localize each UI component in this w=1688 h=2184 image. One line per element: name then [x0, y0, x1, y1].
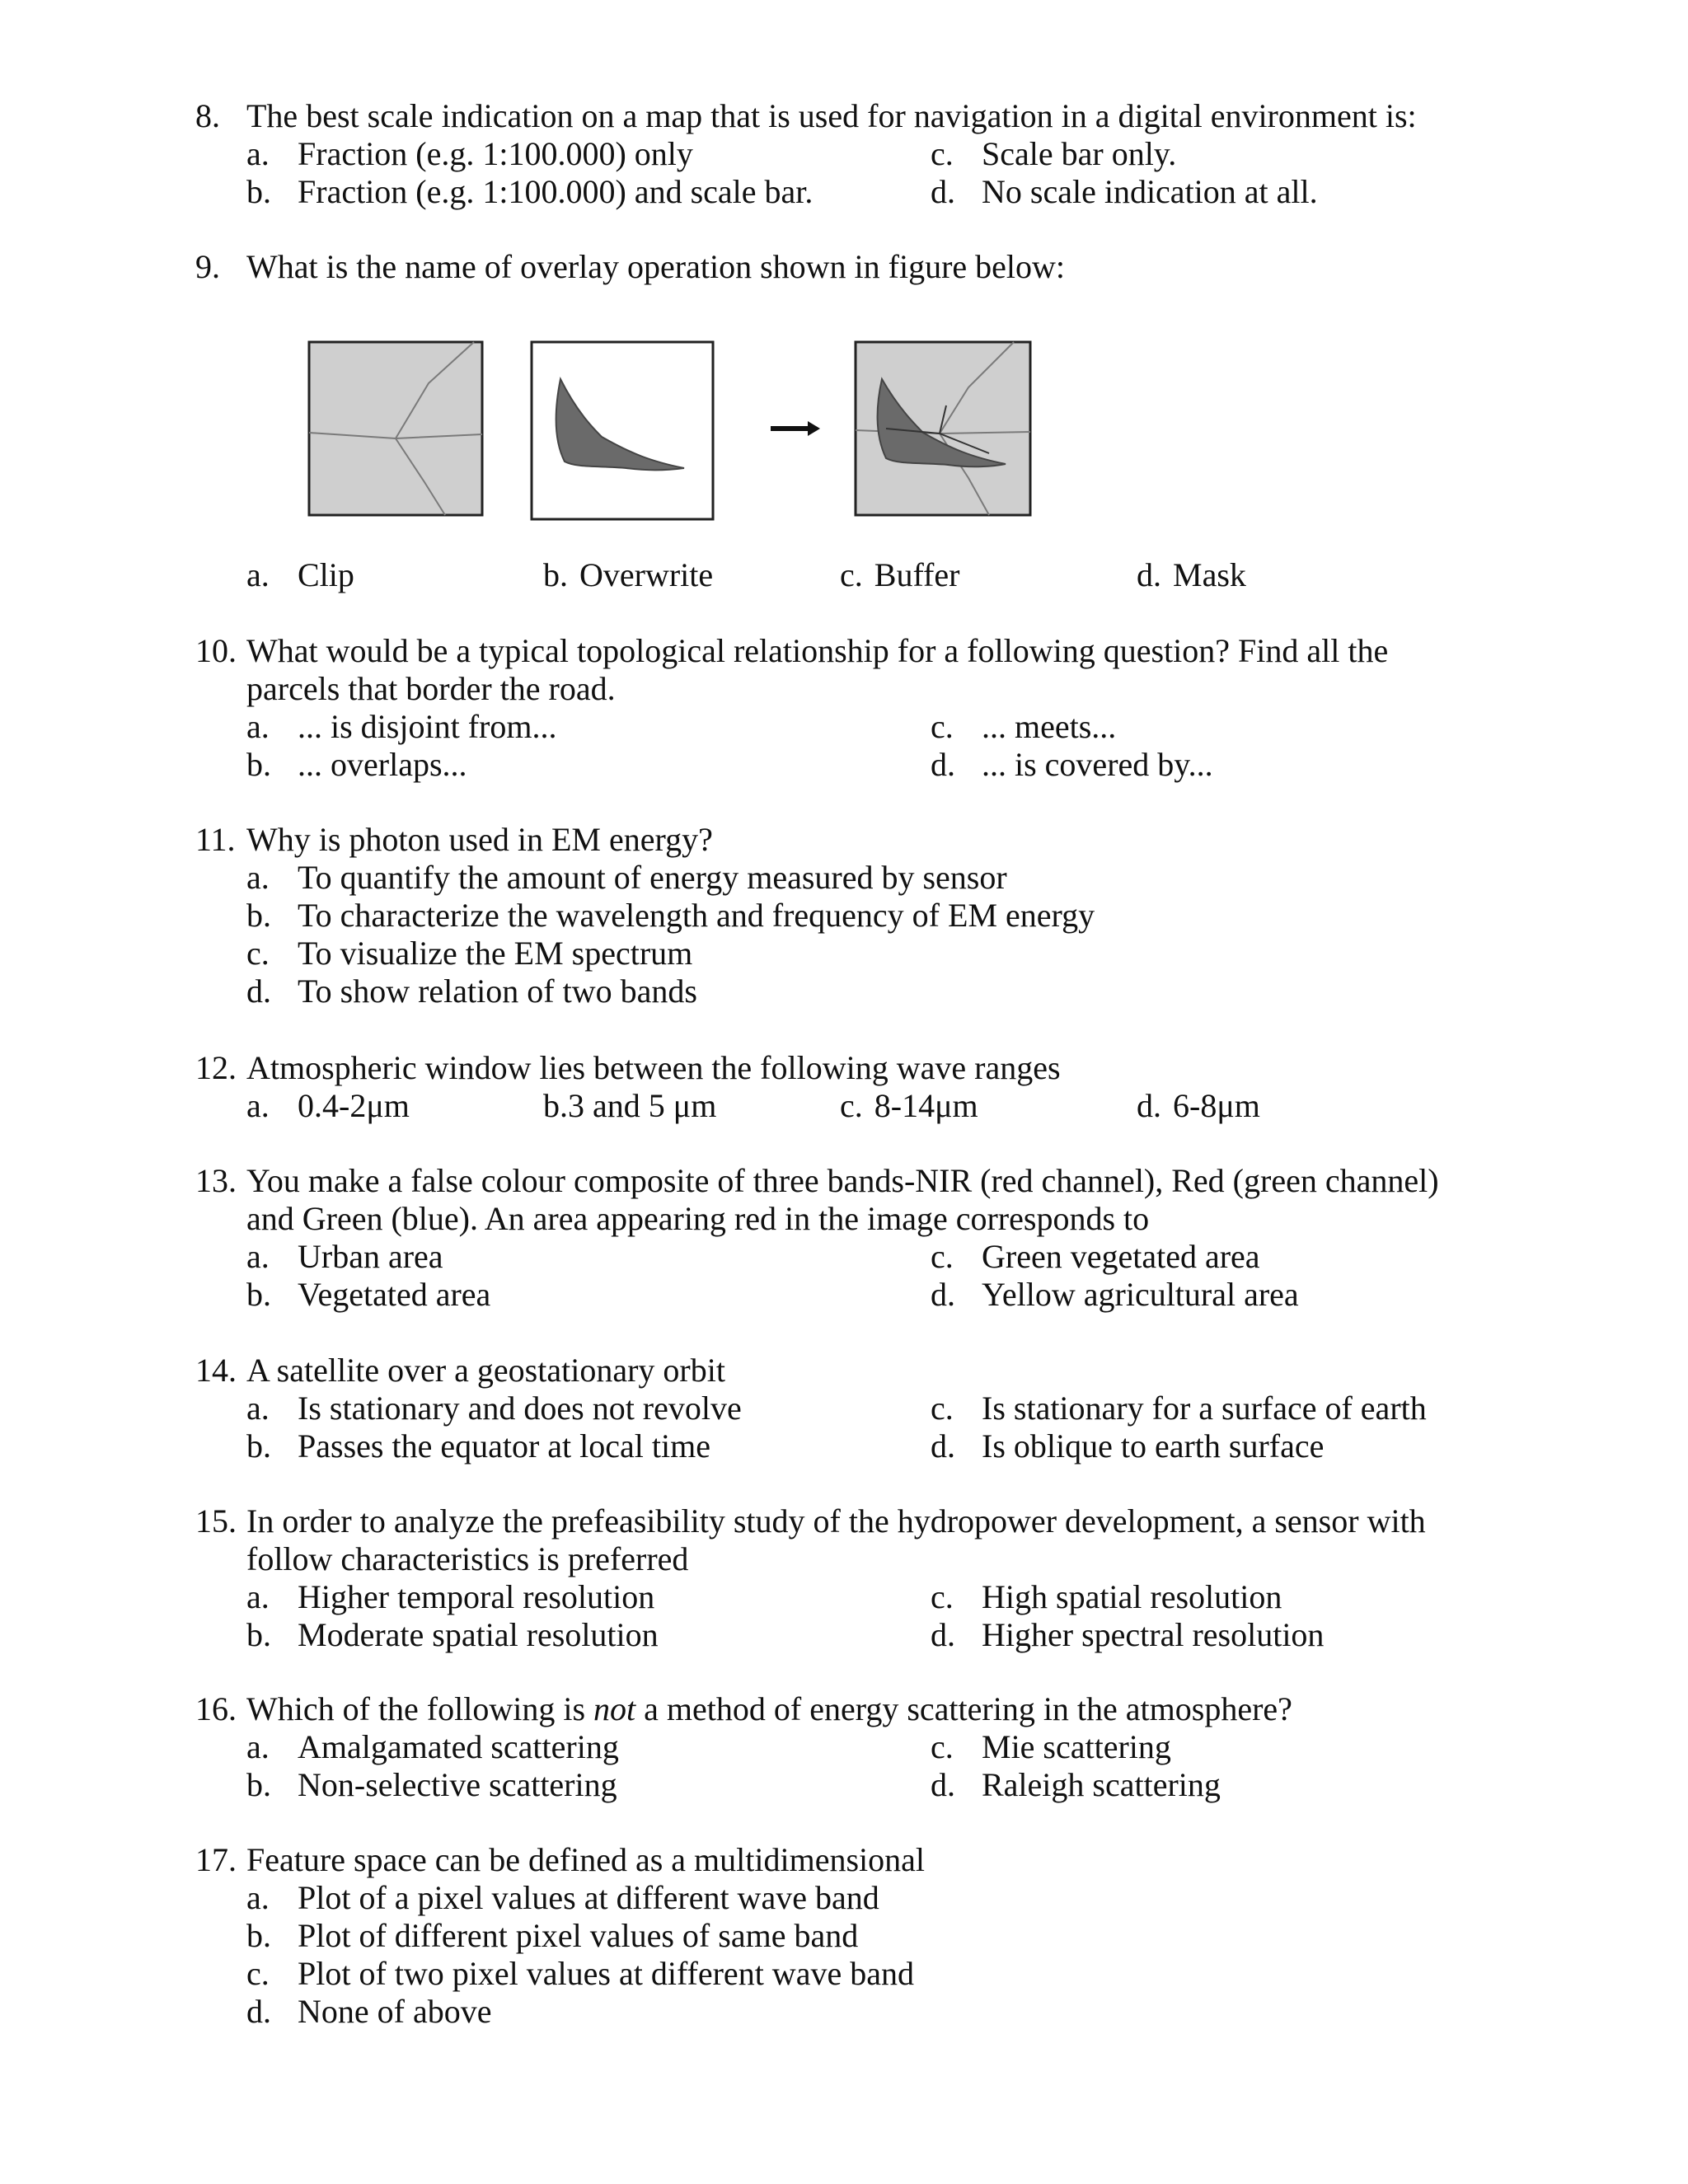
option-text: Moderate spatial resolution — [298, 1616, 659, 1653]
options — [246, 1578, 1481, 1654]
arrow-right-icon — [771, 421, 820, 436]
question-stem — [195, 1162, 1481, 1238]
option-text: To characterize the wavelength and frequency of EM energy — [298, 897, 1095, 934]
overlay-polygon-panel — [532, 342, 713, 519]
question-stem — [195, 1690, 1481, 1728]
option-d[interactable] — [931, 746, 1507, 784]
option-letter: d. — [931, 1427, 955, 1465]
overlay-figure — [305, 338, 1047, 527]
question-12 — [195, 1049, 1481, 1125]
option-letter: b. — [543, 1087, 568, 1124]
question-text — [246, 1690, 1481, 1728]
option-text: Passes the equator at local time — [298, 1427, 710, 1465]
option-text: Vegetated area — [298, 1276, 491, 1313]
option-text: None of above — [298, 1993, 492, 2030]
question-8 — [195, 97, 1481, 211]
option-b[interactable] — [543, 1087, 840, 1125]
option-b[interactable] — [246, 1766, 931, 1804]
option-letter: b. — [246, 1766, 271, 1803]
option-d[interactable] — [1137, 1087, 1384, 1125]
question-number: 17. — [195, 1841, 237, 1878]
option-text: Plot of two pixel values at different wave band — [298, 1955, 914, 1992]
question-stem — [195, 97, 1481, 135]
option-c[interactable] — [840, 1087, 1137, 1125]
option-a[interactable] — [246, 1728, 931, 1766]
question-11 — [195, 821, 1481, 1010]
option-letter: c. — [840, 1087, 863, 1124]
option-letter: c. — [931, 708, 954, 745]
question-text: Feature space can be defined as a multidimensional — [246, 1841, 926, 1878]
option-d[interactable] — [931, 1766, 1507, 1804]
option-b[interactable] — [246, 897, 1481, 935]
question-number: 14. — [195, 1352, 237, 1389]
option-letter: a. — [246, 1578, 270, 1615]
option-c[interactable] — [931, 1578, 1507, 1616]
option-letter: b. — [246, 173, 271, 210]
option-a[interactable] — [246, 556, 543, 594]
option-text: No scale indication at all. — [982, 173, 1318, 210]
option-letter: a. — [246, 1728, 270, 1765]
option-a[interactable] — [246, 1238, 931, 1276]
options — [246, 556, 1481, 594]
option-a[interactable] — [246, 1390, 931, 1427]
option-text: Yellow agricultural area — [982, 1276, 1299, 1313]
question-stem — [195, 1352, 1481, 1390]
option-letter: a. — [246, 859, 270, 896]
option-letter: c. — [931, 1390, 954, 1427]
option-c[interactable] — [931, 135, 1507, 173]
options — [246, 708, 1481, 784]
option-text: To quantify the amount of energy measured by sensor — [298, 859, 1007, 896]
option-letter: a. — [246, 1087, 270, 1124]
option-text: Is stationary for a surface of earth — [982, 1390, 1427, 1427]
option-text: Mie scattering — [982, 1728, 1171, 1765]
question-number: 15. — [195, 1502, 237, 1540]
question-stem — [195, 1841, 1481, 1879]
option-letter: d. — [931, 1276, 955, 1313]
option-letter: a. — [246, 1390, 270, 1427]
question-text: What would be a typical topological relationship for a following question? Find all the parcels that border the road. — [246, 632, 1389, 707]
question-number: 16. — [195, 1690, 237, 1727]
option-text: Raleigh scattering — [982, 1766, 1221, 1803]
option-text: Non-selective scattering — [298, 1766, 617, 1803]
option-letter: c. — [931, 1578, 954, 1615]
question-number: 8. — [195, 97, 220, 134]
option-letter: b. — [246, 1917, 271, 1954]
question-stem — [195, 1502, 1481, 1578]
question-stem — [195, 632, 1481, 708]
option-b[interactable] — [246, 1427, 931, 1465]
options — [246, 135, 1481, 211]
option-b[interactable] — [246, 746, 931, 784]
option-text: Higher temporal resolution — [298, 1578, 655, 1615]
option-letter: d. — [931, 173, 955, 210]
option-a[interactable] — [246, 1087, 543, 1125]
option-a[interactable] — [246, 859, 1481, 897]
option-letter: d. — [931, 1616, 955, 1653]
option-b[interactable] — [246, 1616, 931, 1654]
option-b[interactable] — [246, 173, 931, 211]
option-letter: d. — [246, 1993, 271, 2030]
option-letter: d. — [246, 972, 271, 1010]
option-text: To show relation of two bands — [298, 972, 697, 1010]
question-stem — [195, 248, 1481, 286]
question-text: The best scale indication on a map that is used for navigation in a digital environment is: — [246, 97, 1417, 134]
question-9-options — [195, 556, 1481, 594]
option-letter: a. — [246, 1238, 270, 1275]
options — [246, 1728, 1481, 1804]
option-text: Buffer — [874, 556, 960, 593]
option-c[interactable] — [931, 708, 1507, 746]
option-text: To visualize the EM spectrum — [298, 935, 693, 972]
question-9 — [195, 248, 1481, 286]
question-stem — [195, 821, 1481, 859]
option-letter: b. — [543, 556, 568, 593]
option-letter: c. — [931, 1728, 954, 1765]
option-c[interactable] — [931, 1728, 1507, 1766]
options — [246, 1879, 1481, 2031]
option-text: Is stationary and does not revolve — [298, 1390, 742, 1427]
option-text: Clip — [298, 556, 354, 593]
option-text: Urban area — [298, 1238, 443, 1275]
option-text: ... is covered by... — [982, 746, 1213, 783]
option-text: 6-8μm — [1173, 1087, 1260, 1124]
option-letter: b. — [246, 746, 271, 783]
option-letter: b. — [246, 897, 271, 934]
option-text: 8-14μm — [874, 1087, 978, 1124]
option-d[interactable] — [1137, 556, 1384, 594]
option-b[interactable] — [246, 1276, 931, 1314]
option-c[interactable] — [840, 556, 1137, 594]
option-letter: c. — [246, 935, 270, 972]
options — [246, 1238, 1481, 1314]
option-text: Plot of different pixel values of same band — [298, 1917, 859, 1954]
option-text: Scale bar only. — [982, 135, 1177, 172]
option-letter: d. — [1137, 556, 1161, 593]
option-text: Is oblique to earth surface — [982, 1427, 1325, 1465]
option-letter: c. — [246, 1955, 270, 1992]
question-text: Why is photon used in EM energy? — [246, 821, 713, 858]
option-d[interactable] — [246, 1993, 1481, 2031]
question-text-emphasis: not — [593, 1690, 636, 1727]
option-letter: d. — [1137, 1087, 1161, 1124]
option-letter: a. — [246, 708, 270, 745]
option-letter: c. — [931, 1238, 954, 1275]
option-text: Higher spectral resolution — [982, 1616, 1325, 1653]
options — [246, 1087, 1481, 1125]
question-17 — [195, 1841, 1481, 2031]
option-letter: a. — [246, 556, 270, 593]
option-a[interactable] — [246, 135, 931, 173]
option-text: Amalgamated scattering — [298, 1728, 619, 1765]
option-text: Plot of a pixel values at different wave band — [298, 1879, 879, 1916]
question-number: 11. — [195, 821, 236, 858]
question-text: A satellite over a geostationary orbit — [246, 1352, 725, 1389]
option-c[interactable] — [931, 1238, 1507, 1276]
option-d[interactable] — [931, 173, 1507, 211]
option-a[interactable] — [246, 1879, 1481, 1917]
question-number: 12. — [195, 1049, 237, 1086]
option-text: Fraction (e.g. 1:100.000) and scale bar. — [298, 173, 814, 210]
option-d[interactable] — [931, 1427, 1507, 1465]
question-13 — [195, 1162, 1481, 1314]
option-text: Green vegetated area — [982, 1238, 1260, 1275]
question-text: Atmospheric window lies between the following wave ranges — [246, 1049, 1061, 1086]
option-letter: d. — [931, 746, 955, 783]
option-b[interactable] — [543, 556, 840, 594]
option-letter: a. — [246, 1879, 270, 1916]
option-letter: a. — [246, 135, 270, 172]
question-number: 9. — [195, 248, 220, 285]
option-d[interactable] — [931, 1276, 1507, 1314]
input-lines-panel — [309, 342, 482, 515]
option-c[interactable] — [246, 935, 1481, 972]
question-14 — [195, 1352, 1481, 1465]
option-c[interactable] — [931, 1390, 1507, 1427]
option-d[interactable] — [931, 1616, 1507, 1654]
option-text: Overwrite — [579, 556, 714, 593]
option-text: High spatial resolution — [982, 1578, 1282, 1615]
option-text: Mask — [1173, 556, 1246, 593]
option-a[interactable] — [246, 708, 931, 746]
option-text: 3 and 5 μm — [568, 1087, 717, 1124]
option-b[interactable] — [246, 1917, 1481, 1955]
question-number: 10. — [195, 632, 237, 669]
option-a[interactable] — [246, 1578, 931, 1616]
option-text: ... overlaps... — [298, 746, 467, 783]
option-letter: c. — [840, 556, 863, 593]
question-stem — [195, 1049, 1481, 1087]
question-10 — [195, 632, 1481, 784]
option-letter: c. — [931, 135, 954, 172]
result-panel — [856, 342, 1030, 515]
question-text: What is the name of overlay operation shown in figure below: — [246, 248, 1066, 285]
question-text: You make a false colour composite of three bands-NIR (red channel), Red (green channel) and Green (blue). An area appearing red in the image corresponds to — [246, 1162, 1439, 1237]
option-letter: b. — [246, 1276, 271, 1313]
option-letter: b. — [246, 1427, 271, 1465]
options — [246, 1390, 1481, 1465]
option-letter: b. — [246, 1616, 271, 1653]
question-number: 13. — [195, 1162, 237, 1199]
option-text: ... is disjoint from... — [298, 708, 557, 745]
question-16 — [195, 1690, 1481, 1804]
option-text: ... meets... — [982, 708, 1117, 745]
option-letter: d. — [931, 1766, 955, 1803]
question-text-part: Which of the following is — [246, 1690, 594, 1727]
option-text: 0.4-2μm — [298, 1087, 410, 1124]
option-d[interactable] — [246, 972, 1481, 1010]
question-text-part: a method of energy scattering in the atmosphere? — [635, 1690, 1292, 1727]
options — [246, 859, 1481, 1010]
question-15 — [195, 1502, 1481, 1654]
option-text: Fraction (e.g. 1:100.000) only — [298, 135, 693, 172]
option-c[interactable] — [246, 1955, 1481, 1993]
question-text: In order to analyze the prefeasibility study of the hydropower development, a sensor with follow characteristics is preferred — [246, 1502, 1426, 1577]
